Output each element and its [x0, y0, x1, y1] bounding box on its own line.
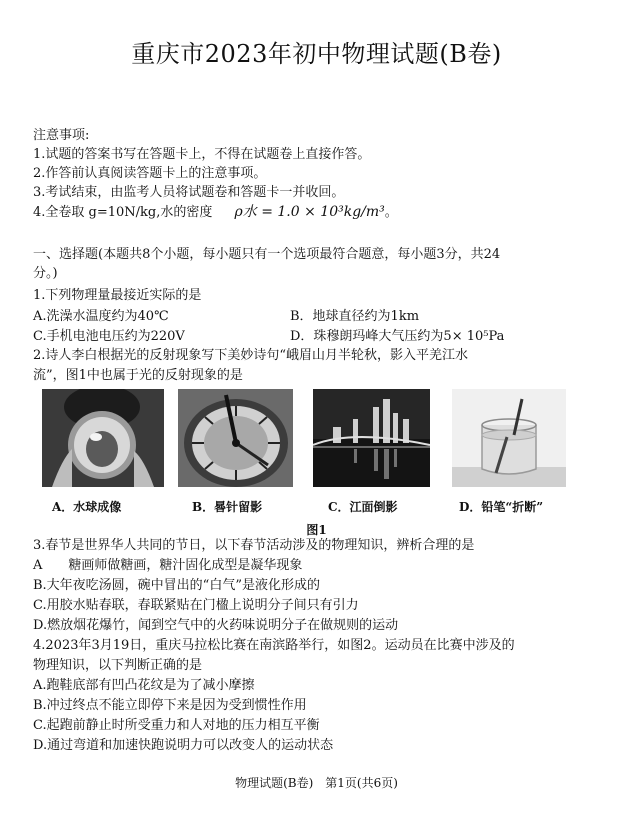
photo-river-reflection — [313, 389, 430, 487]
caption-b: B．晷针留影 — [192, 500, 263, 514]
q3-option-b: B.大年夜吃汤圆，碗中冒出的“白气”是液化形成的 — [33, 578, 320, 593]
q1-option-c: C.手机电池电压约为220V — [33, 329, 185, 344]
note-4-suffix: 。 — [384, 205, 398, 220]
section1-line1: 一、选择题(本题共8个小题，每小题只有一个选项最符合题意，每小题3分，共24 — [33, 247, 501, 262]
q1-option-b: B．地球直径约为1km — [290, 309, 420, 324]
q4-option-a: A.跑鞋底部有凹凸花纹是为了减小摩擦 — [33, 678, 255, 693]
page-footer: 物理试题(B卷) 第1页(共6页) — [235, 776, 398, 790]
q4-stem-line1: 4.2023年3月19日，重庆马拉松比赛在南滨路举行，如图2。运动员在比赛中涉及的 — [33, 638, 515, 653]
figure-1 — [0, 389, 633, 519]
page-title: 重庆市2023年初中物理试题(B卷) — [131, 40, 502, 68]
q2-stem-line2: 流”，图1中也属于光的反射现象的是 — [33, 368, 243, 383]
q2-stem-line1: 2.诗人李白根据光的反射现象写下美妙诗句“峨眉山月半轮秋，影入平羌江水 — [33, 348, 469, 363]
note-2: 2.作答前认真阅读答题卡上的注意事项。 — [33, 166, 267, 181]
q3-stem: 3.春节是世界华人共同的节日，以下春节活动涉及的物理知识，辨析合理的是 — [33, 538, 475, 553]
note-4-prefix: 4.全卷取 g=10N/kg,水的密度 — [33, 205, 213, 220]
q1-option-d: D．珠穆朗玛峰大气压约为5× 10⁵Pa — [290, 329, 505, 344]
caption-a: A．水球成像 — [52, 500, 122, 514]
note-1: 1.试题的答案书写在答题卡上，不得在试题卷上直接作答。 — [33, 147, 371, 162]
photo-water-ball — [42, 389, 164, 487]
q3-option-d: D.燃放烟花爆竹，闻到空气中的火药味说明分子在做规则的运动 — [33, 618, 399, 633]
photo-sundial — [178, 389, 293, 487]
q3-option-c: C.用胶水贴春联，春联紧贴在门楹上说明分子间只有引力 — [33, 598, 359, 613]
caption-c: C．江面倒影 — [328, 500, 398, 514]
q4-stem-line2: 物理知识，以下判断正确的是 — [33, 658, 203, 673]
q3-option-a: A 糖画师做糖画，糖汁固化成型是凝华现象 — [33, 558, 303, 573]
q4-option-c: C.起跑前静止时所受重力和人对地的压力相互平衡 — [33, 718, 320, 733]
q4-option-d: D.通过弯道和加速快跑说明力可以改变人的运动状态 — [33, 738, 334, 753]
q1-option-a: A.洗澡水温度约为40℃ — [33, 309, 169, 324]
caption-d: D．铅笔“折断” — [459, 500, 544, 514]
section1-line2: 分。) — [33, 266, 58, 281]
q4-option-b: B.冲过终点不能立即停下来是因为受到惯性作用 — [33, 698, 307, 713]
note-3: 3.考试结束，由监考人员将试题卷和答题卡一并收回。 — [33, 185, 345, 200]
water-density-formula: ρ水 = 1.0 × 10³kg/m³ — [234, 204, 385, 220]
figure-label: 图1 — [306, 523, 327, 537]
note-4 — [33, 203, 398, 222]
q1-stem: 1.下列物理量最接近实际的是 — [33, 288, 202, 303]
photo-pencil-in-water — [452, 389, 566, 487]
notes-heading: 注意事项: — [33, 128, 90, 143]
